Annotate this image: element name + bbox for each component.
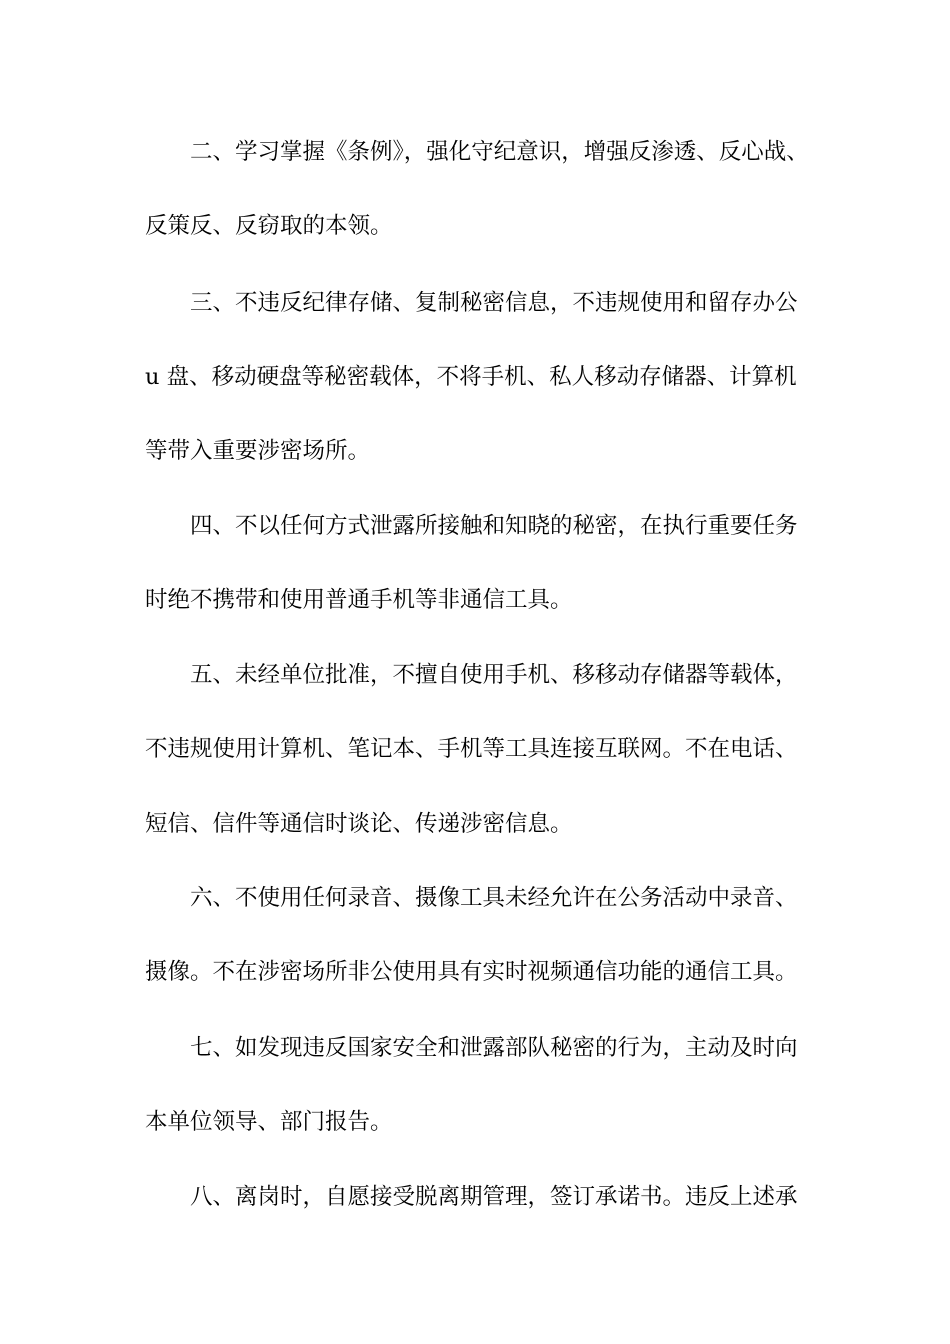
paragraph-4-line-2: 时绝不携带和使用普通手机等非通信工具。: [145, 587, 573, 613]
paragraph-4-line-1: 四、不以任何方式泄露所接触和知晓的秘密，在执行重要任务: [190, 513, 798, 539]
paragraph-3-line-2: u 盘、移动硬盘等秘密载体，不将手机、私人移动存储器、计算机: [145, 364, 797, 390]
paragraph-6-line-1: 六、不使用任何录音、摄像工具未经允许在公务活动中录音、: [190, 885, 798, 911]
paragraph-5-line-3: 短信、信件等通信时谈论、传递涉密信息。: [145, 811, 573, 837]
paragraph-5-line-2: 不违规使用计算机、笔记本、手机等工具连接互联网。不在电话、: [145, 736, 798, 762]
paragraph-2-line-1: 二、学习掌握《条例》，强化守纪意识，增强反渗透、反心战、: [190, 139, 809, 165]
paragraph-7-line-2: 本单位领导、部门报告。: [145, 1109, 393, 1135]
paragraph-8-line-1: 八、离岗时，自愿接受脱离期管理，签订承诺书。违反上述承: [190, 1184, 798, 1210]
paragraph-2-line-2: 反策反、反窃取的本领。: [145, 213, 393, 239]
paragraph-5-line-1: 五、未经单位批准，不擅自使用手机、移移动存储器等载体，: [190, 662, 798, 688]
paragraph-7-line-1: 七、如发现违反国家安全和泄露部队秘密的行为，主动及时向: [190, 1035, 798, 1061]
paragraph-6-line-2: 摄像。不在涉密场所非公使用具有实时视频通信功能的通信工具。: [145, 959, 798, 985]
paragraph-3-line-3: 等带入重要涉密场所。: [145, 438, 371, 464]
paragraph-3-line-1: 三、不违反纪律存储、复制秘密信息，不违规使用和留存办公: [190, 290, 798, 316]
